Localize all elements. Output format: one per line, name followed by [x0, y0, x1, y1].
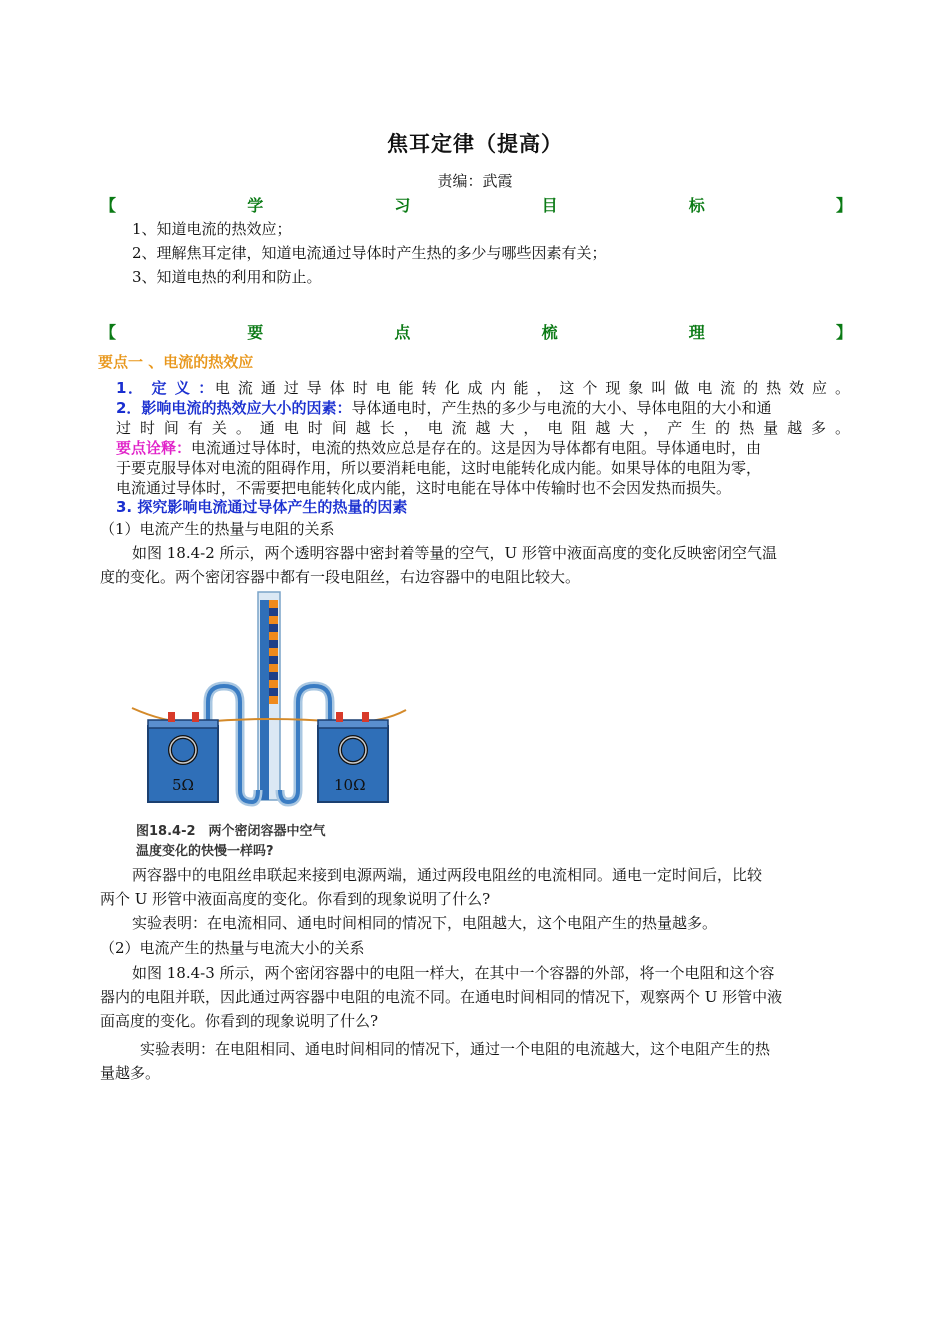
- editor-line: 责编：武霞: [437, 172, 513, 190]
- part1-paragraph-line: 两容器中的电阻丝串联起来接到电源两端，通过两段电阻丝的电流相同。通电一定时间后，比较: [132, 866, 763, 884]
- header-char: 梳: [541, 323, 558, 342]
- header-char: 点: [394, 323, 411, 342]
- point1-heading: 要点一 、电流的热效应: [98, 353, 254, 371]
- goal-item: 1、知道电流的热效应；: [132, 220, 292, 238]
- factor-line-1: [116, 397, 771, 419]
- figure-caption-line: 温度变化的快慢一样吗?: [136, 844, 274, 859]
- note-text: 电流通过导体时，电流的热效应总是存在的。这是因为导体都有电阻。导体通电时，由: [191, 439, 762, 457]
- header-char: 要: [247, 323, 264, 342]
- bracket-close: 】: [835, 196, 852, 215]
- u-tube-apparatus-illustration: [130, 590, 410, 860]
- bracket-open: 【: [100, 196, 117, 215]
- part1-paragraph-line: 如图 18.4-2 所示，两个透明容器中密封着等量的空气，U 形管中液面高度的变化反映密闭空气温: [132, 544, 777, 562]
- definition-line: [116, 377, 850, 399]
- factor-text: 导体通电时，产生热的多少与电流的大小、导体电阻的大小和通: [351, 399, 772, 417]
- definition-label: 1． 定 义 ：: [116, 379, 215, 397]
- header-char: 习: [394, 196, 411, 215]
- part2-conclusion-line: 量越多。: [100, 1064, 161, 1082]
- part2-paragraph-line: 器内的电阻并联，因此通过两容器中电阻的电流不同。在通电时间相同的情况下，观察两个 U 形管中液: [100, 988, 783, 1006]
- note-line-3: 电流通过导体时，不需要把电能转化成内能，这时电能在导体中传输时也不会因发热而损失。: [116, 479, 732, 497]
- section-header-points: [100, 320, 852, 343]
- definition-text: 电 流 通 过 导 体 时 电 能 转 化 成 内 能 ， 这 个 现 象 叫 做 电 流 的 热 效 应 。: [214, 379, 850, 397]
- figure-caption-line: 图18.4-2 两个密闭容器中空气: [136, 824, 326, 839]
- note-line-2: 于要克服导体对电流的阻碍作用，所以要消耗电能，这时电能转化成内能。如果导体的电阻为零，: [116, 459, 762, 477]
- header-char: 目: [541, 196, 558, 215]
- note-label: 要点诠释：: [116, 439, 192, 457]
- part1-heading: （1）电流产生的热量与电阻的关系: [100, 520, 335, 538]
- part2-paragraph-line: 面高度的变化。你看到的现象说明了什么?: [100, 1012, 379, 1030]
- note-line-1: [116, 437, 761, 459]
- factor-label: 2．影响电流的热效应大小的因素：: [116, 399, 352, 417]
- header-char: 理: [688, 323, 705, 342]
- explore-heading: 3. 探究影响电流通过导体产生的热量的因素: [116, 498, 408, 516]
- part1-paragraph-line: 两个 U 形管中液面高度的变化。你看到的现象说明了什么?: [100, 890, 491, 908]
- goal-item: 2、理解焦耳定律，知道电流通过导体时产生热的多少与哪些因素有关；: [132, 244, 607, 262]
- part2-heading: （2）电流产生的热量与电流大小的关系: [100, 939, 365, 957]
- left-resistor-label: 5Ω: [172, 776, 194, 794]
- factor-line-2: 过 时 间 有 关 。 通 电 时 间 越 长 ， 电 流 越 大 ， 电 阻 越 大 ， 产 生 的 热 量 越 多 。: [116, 419, 850, 437]
- section-header-goals: [100, 193, 852, 216]
- header-char: 标: [688, 196, 705, 215]
- part2-paragraph-line: 如图 18.4-3 所示，两个密闭容器中的电阻一样大，在其中一个容器的外部，将一个电阻和这个容: [132, 964, 775, 982]
- part2-conclusion-line: 实验表明：在电阻相同、通电时间相同的情况下，通过一个电阻的电流越大，这个电阻产生的热: [140, 1040, 771, 1058]
- experiment-figure: [130, 590, 410, 860]
- page-title: 焦耳定律（提高）: [387, 132, 563, 156]
- part1-conclusion: 实验表明：在电流相同、通电时间相同的情况下，电阻越大，这个电阻产生的热量越多。: [132, 914, 718, 932]
- header-char: 学: [247, 196, 264, 215]
- part1-paragraph-line: 度的变化。两个密闭容器中都有一段电阻丝，右边容器中的电阻比较大。: [100, 568, 581, 586]
- goal-item: 3、知道电热的利用和防止。: [132, 268, 322, 286]
- right-resistor-label: 10Ω: [334, 776, 366, 794]
- bracket-open: 【: [100, 323, 117, 342]
- bracket-close: 】: [835, 323, 852, 342]
